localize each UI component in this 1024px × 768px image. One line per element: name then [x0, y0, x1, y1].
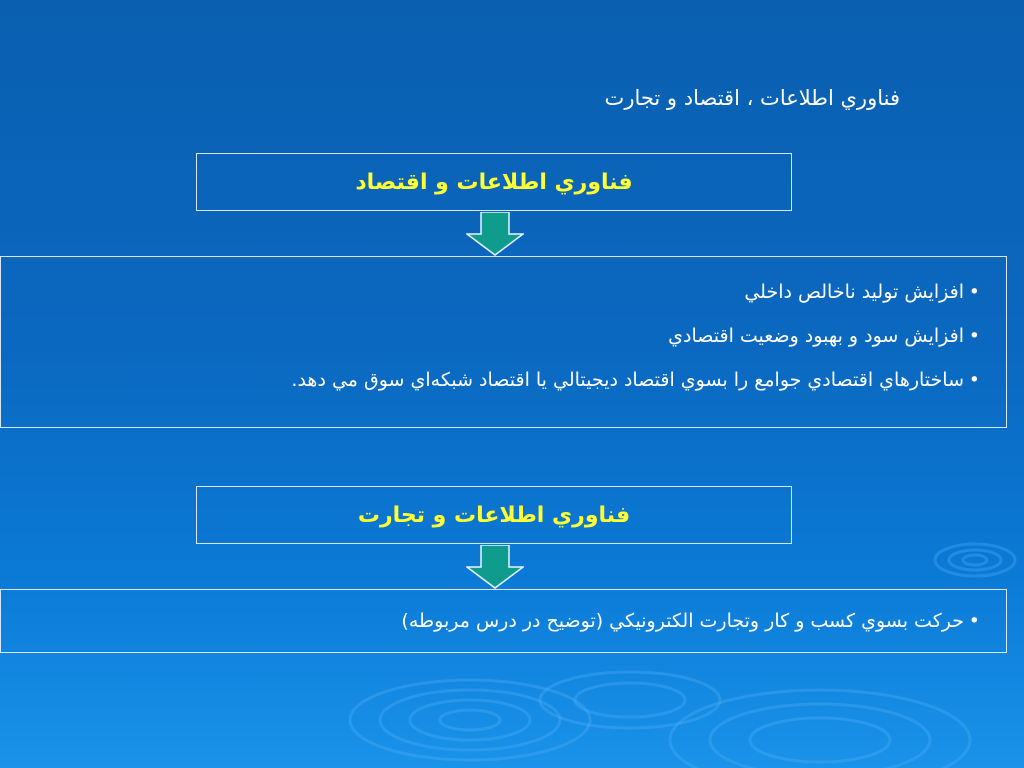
bullet-text: افزايش توليد ناخالص داخلي: [744, 281, 964, 303]
slide-title: فناوري اطلاعات ، اقتصاد و تجارت: [604, 86, 900, 110]
list-item: [21, 281, 980, 303]
bullet-text: افزايش سود و بهبود وضعيت اقتصادي: [668, 325, 964, 347]
bullet-text: ساختارهاي اقتصادي جوامع را بسوي اقتصاد ديجيتالي يا اقتصاد شبكه‌اي سوق مي دهد.: [291, 369, 964, 391]
list-item: [21, 369, 980, 391]
bullet-list-economy: [21, 281, 980, 391]
bullet-list-commerce: [21, 610, 980, 632]
down-arrow-icon: [466, 212, 524, 256]
list-item: [21, 325, 980, 347]
section-heading-commerce: فناوري اطلاعات و تجارت: [196, 486, 792, 544]
bullet-text: حركت بسوي كسب و كار وتجارت الكترونيكي (توضيح در درس مربوطه): [401, 610, 964, 632]
bullet-icon: •: [968, 325, 980, 347]
bullet-icon: •: [968, 610, 980, 632]
section-content-economy: [0, 256, 1007, 428]
list-item: [21, 610, 980, 632]
bullet-icon: •: [968, 281, 980, 303]
section-heading-economy: فناوري اطلاعات و اقتصاد: [196, 153, 792, 211]
down-arrow-icon: [466, 545, 524, 589]
section-content-commerce: [0, 589, 1007, 653]
bullet-icon: •: [968, 369, 980, 391]
